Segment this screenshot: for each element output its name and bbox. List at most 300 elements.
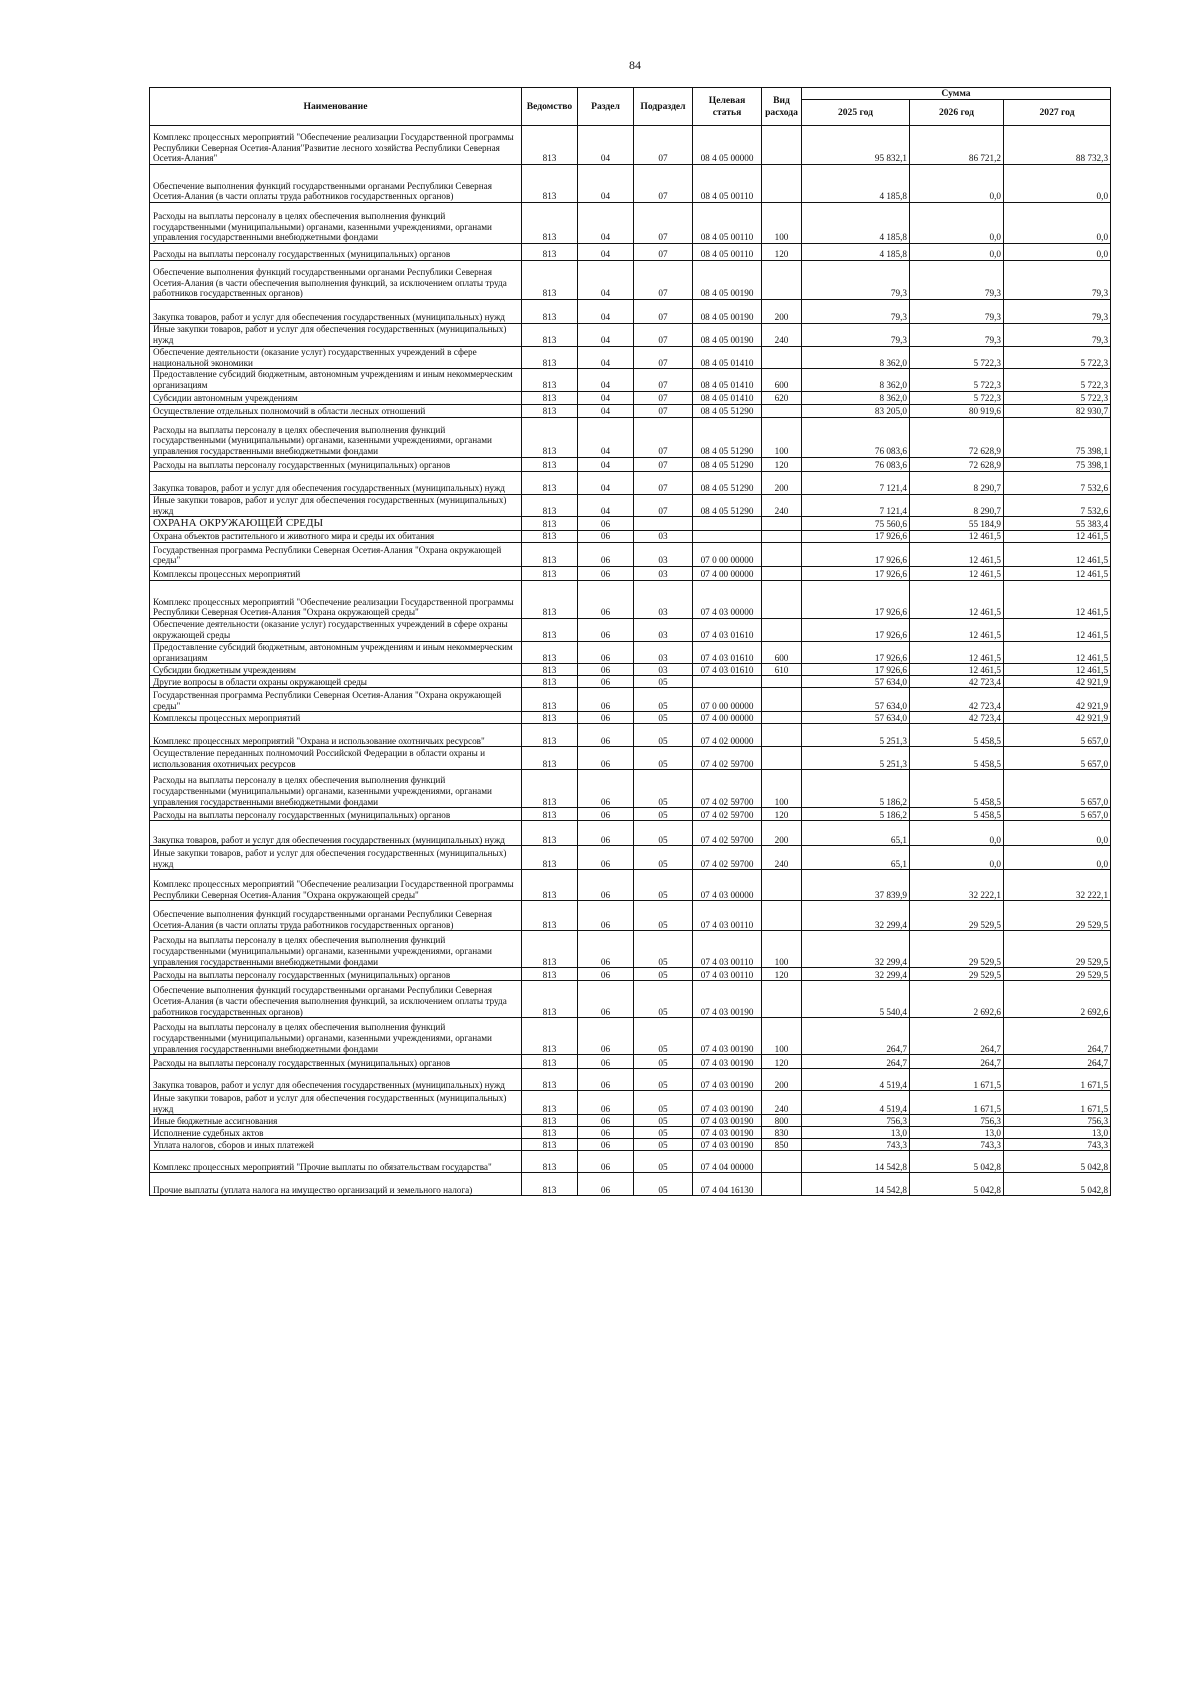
table-row xyxy=(150,821,1111,846)
row-name: Осуществление переданных полномочий Российской Федерации в области охраны и использования охотничьих ресурсов xyxy=(150,747,522,770)
row-section: 04 xyxy=(578,244,634,261)
row-target: 07 4 02 59700 xyxy=(693,808,762,821)
row-department: 813 xyxy=(522,1069,578,1091)
row-department: 813 xyxy=(522,901,578,931)
row-sum-2027: 75 398,1 xyxy=(1004,417,1111,457)
row-sum-2026: 1 671,5 xyxy=(910,1069,1004,1091)
row-expense-type: 610 xyxy=(762,664,802,676)
row-expense-type: 800 xyxy=(762,1115,802,1127)
row-section: 04 xyxy=(578,126,634,165)
row-sum-2027: 1 671,5 xyxy=(1004,1091,1111,1115)
row-sum-2026: 42 723,4 xyxy=(910,712,1004,724)
row-section: 06 xyxy=(578,968,634,981)
row-expense-type xyxy=(762,1173,802,1196)
header-expense-type: Вид расхода xyxy=(762,88,802,126)
row-target: 07 4 04 16130 xyxy=(693,1173,762,1196)
row-section: 06 xyxy=(578,1091,634,1115)
row-sum-2026: 5 458,5 xyxy=(910,747,1004,770)
row-subsection: 07 xyxy=(634,300,693,324)
row-sum-2025: 8 362,0 xyxy=(802,391,910,404)
row-name: Государственная программа Республики Северная Осетия-Алания "Охрана окружающей среды" xyxy=(150,543,522,567)
row-name: Расходы на выплаты персоналу государственных (муниципальных) органов xyxy=(150,808,522,821)
row-target: 07 4 02 59700 xyxy=(693,770,762,808)
row-sum-2026: 12 461,5 xyxy=(910,543,1004,567)
row-target: 07 4 03 00000 xyxy=(693,870,762,901)
row-expense-type: 120 xyxy=(762,968,802,981)
row-subsection: 05 xyxy=(634,931,693,968)
table-header xyxy=(150,88,1111,126)
row-sum-2026: 1 671,5 xyxy=(910,1091,1004,1115)
row-sum-2025: 17 926,6 xyxy=(802,567,910,581)
row-name: Расходы на выплаты персоналу в целях обеспечения выполнения функций государственными (муниципальными) органами, казенными учреждениями, органами управления государственными внебюджетными фондами xyxy=(150,931,522,968)
row-sum-2025: 4 185,8 xyxy=(802,165,910,203)
row-target: 07 4 03 00190 xyxy=(693,981,762,1018)
row-subsection: 03 xyxy=(634,641,693,664)
row-name: Уплата налогов, сборов и иных платежей xyxy=(150,1139,522,1151)
row-subsection: 03 xyxy=(634,619,693,642)
row-expense-type xyxy=(762,517,802,531)
table-row xyxy=(150,846,1111,870)
row-sum-2027: 0,0 xyxy=(1004,846,1111,870)
row-expense-type xyxy=(762,126,802,165)
row-sum-2027: 32 222,1 xyxy=(1004,870,1111,901)
row-target: 08 4 05 51290 xyxy=(693,404,762,417)
row-subsection: 07 xyxy=(634,417,693,457)
row-expense-type xyxy=(762,581,802,619)
row-subsection: 05 xyxy=(634,808,693,821)
row-target: 08 4 05 00110 xyxy=(693,203,762,244)
row-subsection: 07 xyxy=(634,126,693,165)
row-department: 813 xyxy=(522,1055,578,1069)
row-sum-2025: 743,3 xyxy=(802,1139,910,1151)
row-sum-2025: 65,1 xyxy=(802,821,910,846)
row-sum-2025: 76 083,6 xyxy=(802,457,910,471)
row-subsection: 03 xyxy=(634,581,693,619)
table-row xyxy=(150,369,1111,392)
row-sum-2025: 32 299,4 xyxy=(802,901,910,931)
row-name: Субсидии бюджетным учреждениям xyxy=(150,664,522,676)
row-department: 813 xyxy=(522,846,578,870)
row-target: 07 4 03 00110 xyxy=(693,968,762,981)
row-section: 06 xyxy=(578,664,634,676)
row-section: 04 xyxy=(578,203,634,244)
table-row xyxy=(150,676,1111,688)
row-name: Обеспечение выполнения функций государственными органами Республики Северная Осетия-Алания (в части обеспечения выполнения функций, за исключением оплаты труда работников государственных органов) xyxy=(150,261,522,300)
row-target: 08 4 05 01410 xyxy=(693,369,762,392)
row-sum-2027: 264,7 xyxy=(1004,1055,1111,1069)
row-sum-2026: 42 723,4 xyxy=(910,688,1004,712)
table-row xyxy=(150,619,1111,642)
row-name: Иные закупки товаров, работ и услуг для обеспечения государственных (муниципальных) нужд xyxy=(150,1091,522,1115)
row-sum-2026: 264,7 xyxy=(910,1018,1004,1055)
row-name: Обеспечение выполнения функций государственными органами Республики Северная Осетия-Алания (в части оплаты труда работников государственных органов) xyxy=(150,901,522,931)
row-sum-2025: 4 519,4 xyxy=(802,1069,910,1091)
row-department: 813 xyxy=(522,457,578,471)
row-subsection: 05 xyxy=(634,901,693,931)
row-target: 08 4 05 00190 xyxy=(693,300,762,324)
table-row xyxy=(150,261,1111,300)
row-subsection: 07 xyxy=(634,203,693,244)
table-row xyxy=(150,581,1111,619)
row-expense-type xyxy=(762,981,802,1018)
table-row xyxy=(150,567,1111,581)
row-target: 08 4 05 00110 xyxy=(693,244,762,261)
row-sum-2026: 79,3 xyxy=(910,300,1004,324)
row-name: Иные закупки товаров, работ и услуг для обеспечения государственных (муниципальных) нужд xyxy=(150,324,522,347)
row-sum-2026: 0,0 xyxy=(910,244,1004,261)
row-section: 04 xyxy=(578,324,634,347)
row-sum-2027: 79,3 xyxy=(1004,300,1111,324)
row-sum-2027: 2 692,6 xyxy=(1004,981,1111,1018)
header-year-2025: 2025 год xyxy=(802,100,910,126)
row-sum-2026: 0,0 xyxy=(910,203,1004,244)
row-sum-2025: 5 251,3 xyxy=(802,747,910,770)
row-sum-2025: 65,1 xyxy=(802,846,910,870)
row-expense-type: 100 xyxy=(762,417,802,457)
row-sum-2025: 14 542,8 xyxy=(802,1173,910,1196)
row-name: Иные закупки товаров, работ и услуг для обеспечения государственных (муниципальных) нужд xyxy=(150,494,522,517)
table-row xyxy=(150,1173,1111,1196)
row-sum-2025: 4 519,4 xyxy=(802,1091,910,1115)
row-sum-2026: 5 458,5 xyxy=(910,808,1004,821)
row-subsection: 07 xyxy=(634,261,693,300)
row-sum-2025: 79,3 xyxy=(802,324,910,347)
table-row xyxy=(150,870,1111,901)
row-section: 04 xyxy=(578,165,634,203)
row-section: 06 xyxy=(578,1115,634,1127)
row-sum-2027: 12 461,5 xyxy=(1004,581,1111,619)
row-expense-type xyxy=(762,165,802,203)
row-sum-2026: 5 042,8 xyxy=(910,1173,1004,1196)
row-sum-2026: 12 461,5 xyxy=(910,641,1004,664)
row-sum-2025: 756,3 xyxy=(802,1115,910,1127)
row-sum-2025: 95 832,1 xyxy=(802,126,910,165)
row-department: 813 xyxy=(522,712,578,724)
row-sum-2027: 29 529,5 xyxy=(1004,901,1111,931)
table-row xyxy=(150,346,1111,369)
row-department: 813 xyxy=(522,688,578,712)
row-target: 07 4 04 00000 xyxy=(693,1151,762,1173)
row-subsection: 05 xyxy=(634,1115,693,1127)
row-department: 813 xyxy=(522,324,578,347)
row-sum-2026: 79,3 xyxy=(910,261,1004,300)
row-name: Комплекс процессных мероприятий "Обеспечение реализации Государственной программы Республики Северная Осетия-Алания "Охрана окружающей среды" xyxy=(150,870,522,901)
row-sum-2026: 12 461,5 xyxy=(910,531,1004,543)
row-section: 06 xyxy=(578,567,634,581)
row-sum-2027: 88 732,3 xyxy=(1004,126,1111,165)
row-section: 06 xyxy=(578,1018,634,1055)
row-subsection: 07 xyxy=(634,346,693,369)
row-sum-2027: 5 657,0 xyxy=(1004,770,1111,808)
table-row xyxy=(150,203,1111,244)
row-expense-type: 240 xyxy=(762,324,802,347)
row-target: 07 0 00 00000 xyxy=(693,688,762,712)
row-sum-2025: 83 205,0 xyxy=(802,404,910,417)
row-sum-2025: 7 121,4 xyxy=(802,471,910,494)
table-row xyxy=(150,664,1111,676)
row-sum-2025: 17 926,6 xyxy=(802,531,910,543)
row-subsection: 05 xyxy=(634,1055,693,1069)
row-name: Предоставление субсидий бюджетным, автономным учреждениям и иным некоммерческим организациям xyxy=(150,641,522,664)
row-target: 08 4 05 00190 xyxy=(693,324,762,347)
row-sum-2027: 55 383,4 xyxy=(1004,517,1111,531)
row-expense-type xyxy=(762,261,802,300)
row-expense-type: 620 xyxy=(762,391,802,404)
row-expense-type xyxy=(762,712,802,724)
row-target: 07 4 03 00110 xyxy=(693,901,762,931)
row-section: 06 xyxy=(578,724,634,747)
row-sum-2025: 8 362,0 xyxy=(802,369,910,392)
row-subsection: 03 xyxy=(634,664,693,676)
row-section: 06 xyxy=(578,688,634,712)
row-target: 07 4 03 01610 xyxy=(693,619,762,642)
table-row xyxy=(150,1115,1111,1127)
row-department: 813 xyxy=(522,1173,578,1196)
row-section: 06 xyxy=(578,870,634,901)
row-sum-2027: 79,3 xyxy=(1004,324,1111,347)
row-expense-type xyxy=(762,901,802,931)
row-subsection: 03 xyxy=(634,531,693,543)
row-section: 04 xyxy=(578,391,634,404)
row-name: Предоставление субсидий бюджетным, автономным учреждениям и иным некоммерческим организациям xyxy=(150,369,522,392)
header-sum: Сумма xyxy=(802,88,1111,100)
table-row xyxy=(150,457,1111,471)
row-subsection: 05 xyxy=(634,870,693,901)
table-row xyxy=(150,981,1111,1018)
row-sum-2027: 12 461,5 xyxy=(1004,531,1111,543)
row-sum-2026: 0,0 xyxy=(910,821,1004,846)
row-section: 06 xyxy=(578,1127,634,1139)
row-sum-2026: 12 461,5 xyxy=(910,567,1004,581)
row-subsection: 03 xyxy=(634,543,693,567)
row-sum-2026: 5 722,3 xyxy=(910,346,1004,369)
page-number: 84 xyxy=(629,58,641,72)
row-subsection: 05 xyxy=(634,981,693,1018)
row-subsection: 05 xyxy=(634,1018,693,1055)
row-sum-2026: 32 222,1 xyxy=(910,870,1004,901)
row-name: Государственная программа Республики Северная Осетия-Алания "Охрана окружающей среды" xyxy=(150,688,522,712)
row-target: 07 4 02 59700 xyxy=(693,846,762,870)
table-row xyxy=(150,404,1111,417)
row-subsection: 05 xyxy=(634,1173,693,1196)
row-section: 06 xyxy=(578,901,634,931)
row-subsection: 05 xyxy=(634,1139,693,1151)
table-row xyxy=(150,165,1111,203)
row-sum-2027: 12 461,5 xyxy=(1004,664,1111,676)
row-department: 813 xyxy=(522,369,578,392)
row-name: Закупка товаров, работ и услуг для обеспечения государственных (муниципальных) нужд xyxy=(150,821,522,846)
row-subsection: 05 xyxy=(634,968,693,981)
row-section: 04 xyxy=(578,346,634,369)
header-section: Раздел xyxy=(578,88,634,126)
table-row xyxy=(150,417,1111,457)
row-department: 813 xyxy=(522,165,578,203)
row-target xyxy=(693,676,762,688)
budget-table xyxy=(149,87,1111,1196)
row-sum-2027: 5 657,0 xyxy=(1004,724,1111,747)
row-section: 04 xyxy=(578,404,634,417)
row-expense-type: 200 xyxy=(762,471,802,494)
row-sum-2025: 79,3 xyxy=(802,300,910,324)
table-row xyxy=(150,1018,1111,1055)
row-sum-2027: 13,0 xyxy=(1004,1127,1111,1139)
row-sum-2026: 42 723,4 xyxy=(910,676,1004,688)
table-row xyxy=(150,543,1111,567)
row-department: 813 xyxy=(522,471,578,494)
row-expense-type xyxy=(762,531,802,543)
row-department: 813 xyxy=(522,567,578,581)
row-expense-type: 120 xyxy=(762,1055,802,1069)
table-row xyxy=(150,901,1111,931)
row-department: 813 xyxy=(522,404,578,417)
row-expense-type xyxy=(762,676,802,688)
row-department: 813 xyxy=(522,126,578,165)
row-subsection: 05 xyxy=(634,770,693,808)
header-name: Наименование xyxy=(150,88,522,126)
row-sum-2027: 756,3 xyxy=(1004,1115,1111,1127)
row-expense-type: 120 xyxy=(762,808,802,821)
row-sum-2027: 743,3 xyxy=(1004,1139,1111,1151)
row-name: Иные закупки товаров, работ и услуг для обеспечения государственных (муниципальных) нужд xyxy=(150,846,522,870)
row-name: Осуществление отдельных полномочий в области лесных отношений xyxy=(150,404,522,417)
row-target: 08 4 05 01410 xyxy=(693,346,762,369)
row-sum-2025: 8 362,0 xyxy=(802,346,910,369)
row-subsection: 07 xyxy=(634,494,693,517)
row-sum-2026: 743,3 xyxy=(910,1139,1004,1151)
row-sum-2026: 264,7 xyxy=(910,1055,1004,1069)
row-department: 813 xyxy=(522,981,578,1018)
row-sum-2026: 0,0 xyxy=(910,165,1004,203)
row-name: Расходы на выплаты персоналу в целях обеспечения выполнения функций государственными (муниципальными) органами, казенными учреждениями, органами управления государственными внебюджетными фондами xyxy=(150,1018,522,1055)
row-name: Расходы на выплаты персоналу государственных (муниципальных) органов xyxy=(150,968,522,981)
row-sum-2027: 29 529,5 xyxy=(1004,931,1111,968)
row-target: 08 4 05 51290 xyxy=(693,471,762,494)
row-sum-2027: 5 657,0 xyxy=(1004,808,1111,821)
row-name: Комплексы процессных мероприятий xyxy=(150,567,522,581)
row-sum-2025: 264,7 xyxy=(802,1055,910,1069)
row-subsection: 05 xyxy=(634,1151,693,1173)
row-section: 06 xyxy=(578,1151,634,1173)
row-sum-2026: 0,0 xyxy=(910,846,1004,870)
row-target: 08 4 05 51290 xyxy=(693,457,762,471)
row-target: 07 4 03 01610 xyxy=(693,664,762,676)
row-sum-2026: 29 529,5 xyxy=(910,931,1004,968)
row-section: 06 xyxy=(578,641,634,664)
row-name: Расходы на выплаты персоналу в целях обеспечения выполнения функций государственными (муниципальными) органами, казенными учреждениями, органами управления государственными внебюджетными фондами xyxy=(150,770,522,808)
row-sum-2027: 5 657,0 xyxy=(1004,747,1111,770)
row-subsection xyxy=(634,517,693,531)
row-target: 08 4 05 00190 xyxy=(693,261,762,300)
row-sum-2026: 72 628,9 xyxy=(910,417,1004,457)
row-name: Обеспечение деятельности (оказание услуг) государственных учреждений в сфере национальной экономики xyxy=(150,346,522,369)
row-subsection: 05 xyxy=(634,1127,693,1139)
row-subsection: 05 xyxy=(634,1069,693,1091)
row-expense-type: 240 xyxy=(762,494,802,517)
row-section: 04 xyxy=(578,471,634,494)
row-sum-2026: 12 461,5 xyxy=(910,581,1004,619)
row-department: 813 xyxy=(522,543,578,567)
row-subsection: 07 xyxy=(634,471,693,494)
row-expense-type: 830 xyxy=(762,1127,802,1139)
row-department: 813 xyxy=(522,531,578,543)
row-name: ОХРАНА ОКРУЖАЮЩЕЙ СРЕДЫ xyxy=(150,517,522,531)
row-expense-type: 100 xyxy=(762,1018,802,1055)
row-target: 08 4 05 00000 xyxy=(693,126,762,165)
row-sum-2025: 13,0 xyxy=(802,1127,910,1139)
row-target xyxy=(693,517,762,531)
table-row xyxy=(150,1091,1111,1115)
row-target: 07 4 02 59700 xyxy=(693,821,762,846)
row-name: Охрана объектов растительного и животного мира и среды их обитания xyxy=(150,531,522,543)
table-row xyxy=(150,931,1111,968)
row-target: 08 4 05 01410 xyxy=(693,391,762,404)
row-sum-2026: 13,0 xyxy=(910,1127,1004,1139)
row-sum-2027: 12 461,5 xyxy=(1004,543,1111,567)
row-sum-2027: 12 461,5 xyxy=(1004,567,1111,581)
row-sum-2026: 12 461,5 xyxy=(910,664,1004,676)
row-sum-2025: 76 083,6 xyxy=(802,417,910,457)
row-subsection: 07 xyxy=(634,404,693,417)
row-sum-2025: 57 634,0 xyxy=(802,676,910,688)
row-sum-2027: 42 921,9 xyxy=(1004,688,1111,712)
row-expense-type xyxy=(762,724,802,747)
table-row xyxy=(150,300,1111,324)
row-subsection: 05 xyxy=(634,712,693,724)
row-section: 06 xyxy=(578,821,634,846)
row-sum-2026: 2 692,6 xyxy=(910,981,1004,1018)
row-name: Расходы на выплаты персоналу в целях обеспечения выполнения функций государственными (муниципальными) органами, казенными учреждениями, органами управления государственными внебюджетными фондами xyxy=(150,417,522,457)
row-department: 813 xyxy=(522,494,578,517)
row-target: 08 4 05 51290 xyxy=(693,494,762,517)
row-section: 06 xyxy=(578,581,634,619)
row-target: 07 4 03 01610 xyxy=(693,641,762,664)
row-subsection: 07 xyxy=(634,391,693,404)
table-row xyxy=(150,747,1111,770)
row-expense-type xyxy=(762,688,802,712)
row-section: 04 xyxy=(578,300,634,324)
row-section: 06 xyxy=(578,981,634,1018)
row-sum-2026: 8 290,7 xyxy=(910,471,1004,494)
row-section: 06 xyxy=(578,846,634,870)
row-sum-2026: 55 184,9 xyxy=(910,517,1004,531)
row-section: 06 xyxy=(578,1173,634,1196)
table-row xyxy=(150,1069,1111,1091)
row-sum-2027: 5 042,8 xyxy=(1004,1151,1111,1173)
row-sum-2025: 4 185,8 xyxy=(802,203,910,244)
row-department: 813 xyxy=(522,1139,578,1151)
row-department: 813 xyxy=(522,581,578,619)
row-target: 08 4 05 51290 xyxy=(693,417,762,457)
row-sum-2025: 17 926,6 xyxy=(802,543,910,567)
row-name: Расходы на выплаты персоналу в целях обеспечения выполнения функций государственными (муниципальными) органами, казенными учреждениями, органами управления государственными внебюджетными фондами xyxy=(150,203,522,244)
row-name: Субсидии автономным учреждениям xyxy=(150,391,522,404)
row-target: 07 4 03 00190 xyxy=(693,1127,762,1139)
row-name: Закупка товаров, работ и услуг для обеспечения государственных (муниципальных) нужд xyxy=(150,1069,522,1091)
row-sum-2025: 57 634,0 xyxy=(802,688,910,712)
row-sum-2027: 42 921,9 xyxy=(1004,712,1111,724)
row-expense-type: 100 xyxy=(762,770,802,808)
row-target: 07 4 03 00190 xyxy=(693,1139,762,1151)
row-sum-2025: 17 926,6 xyxy=(802,664,910,676)
row-sum-2027: 12 461,5 xyxy=(1004,619,1111,642)
row-expense-type: 120 xyxy=(762,457,802,471)
row-department: 813 xyxy=(522,391,578,404)
row-section: 06 xyxy=(578,676,634,688)
row-name: Расходы на выплаты персоналу государственных (муниципальных) органов xyxy=(150,244,522,261)
row-expense-type: 240 xyxy=(762,1091,802,1115)
row-subsection: 05 xyxy=(634,688,693,712)
header-target: Целевая статья xyxy=(693,88,762,126)
